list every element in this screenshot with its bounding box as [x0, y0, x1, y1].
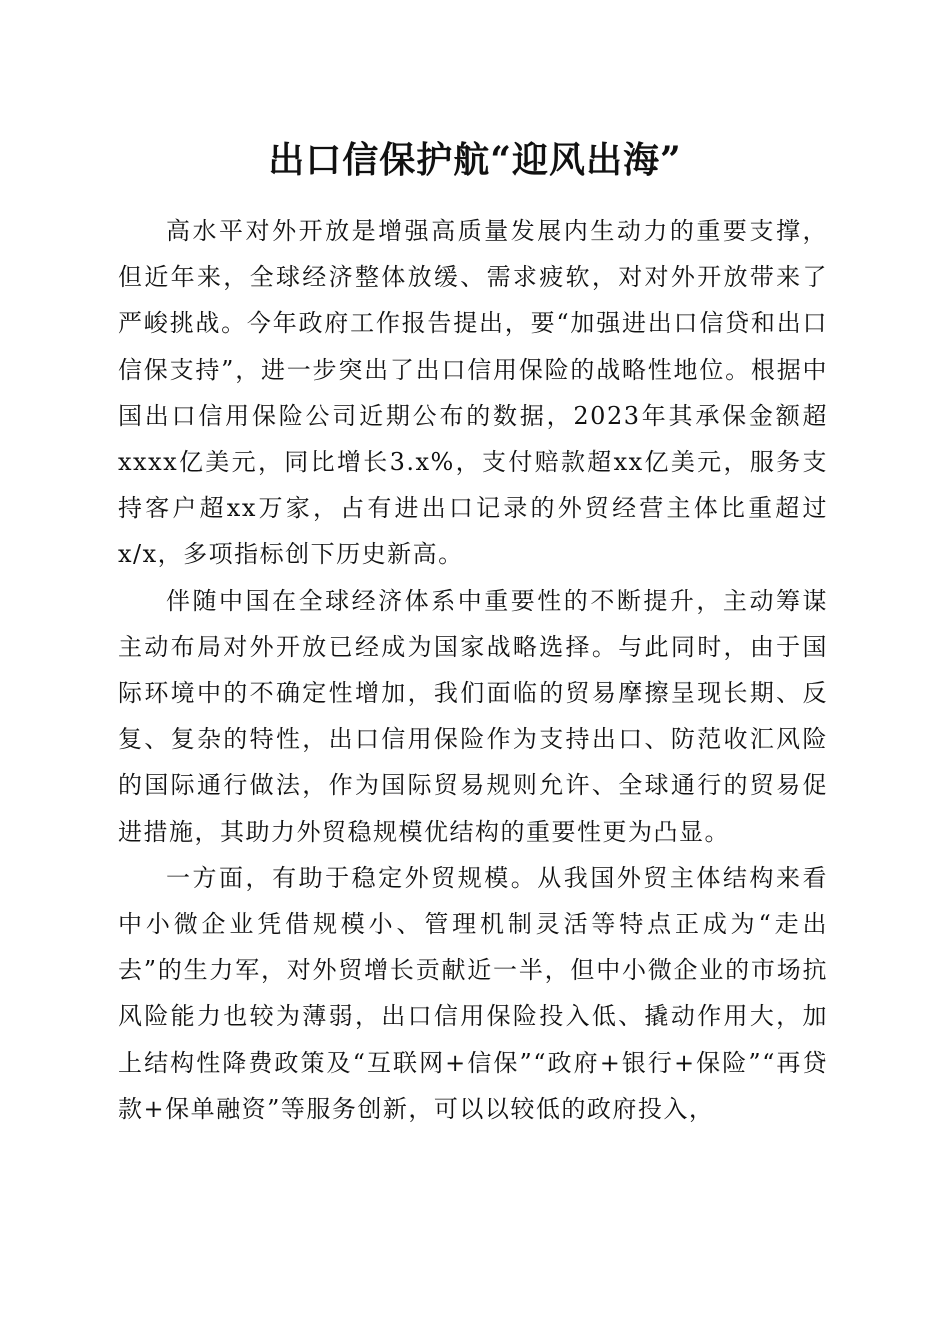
document-body — [118, 208, 828, 1132]
page-title: 出口信保护航“迎风出海” — [268, 139, 682, 181]
paragraph-3: 一方面，有助于稳定外贸规模。从我国外贸主体结构来看中小微企业凭借规模小、管理机制灵活等特点正成为“走出去”的生力军，对外贸增长贡献近一半，但中小微企业的市场抗风险能力也较为薄弱，出口信用保险投入低、撬动作用大，加上结构性降费政策及“互联网+信保”“政府+银行+保险”“再贷款+保单融资”等服务创新，可以以较低的政府投入， — [118, 863, 828, 1123]
paragraph-1: 高水平对外开放是增强高质量发展内生动力的重要支撑，但近年来，全球经济整体放缓、需求疲软，对对外开放带来了严峻挑战。今年政府工作报告提出，要“加强进出口信贷和出口信保支持”，进一步突出了出口信用保险的战略性地位。根据中国出口信用保险公司近期公布的数据，2023年其承保金额超xxxx亿美元，同比增长3.x%，支付赔款超xx亿美元，服务支持客户超xx万家，占有进出口记录的外贸经营主体比重超过x/x，多项指标创下历史新高。 — [118, 217, 828, 569]
paragraph-2: 伴随中国在全球经济体系中重要性的不断提升，主动筹谋主动布局对外开放已经成为国家战略选择。与此同时，由于国际环境中的不确定性增加，我们面临的贸易摩擦呈现长期、反复、复杂的特性，出口信用保险作为支持出口、防范收汇风险的国际通行做法，作为国际贸易规则允许、全球通行的贸易促进措施，其助力外贸稳规模优结构的重要性更为凸显。 — [118, 586, 828, 846]
